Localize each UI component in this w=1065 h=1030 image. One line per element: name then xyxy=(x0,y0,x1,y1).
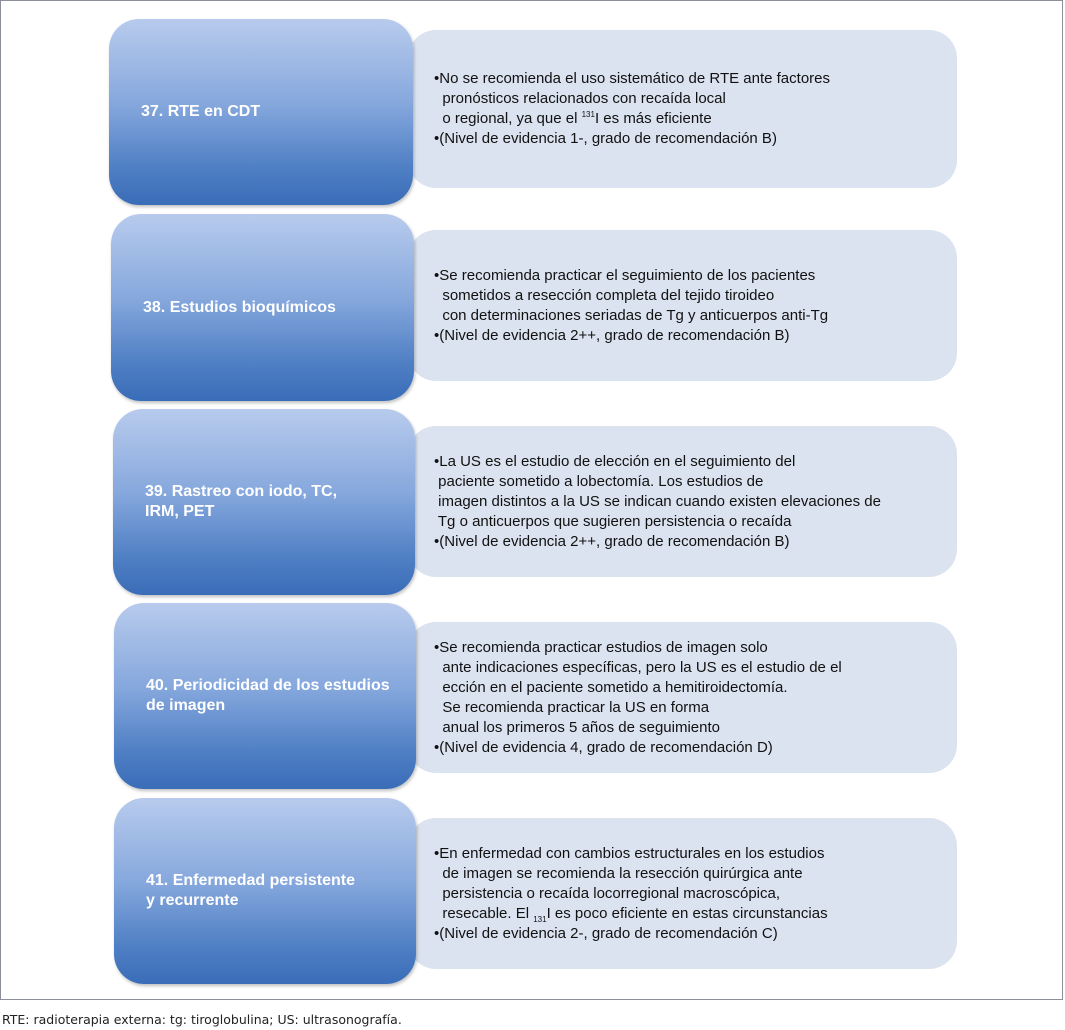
recommendation-40-line-6: •(Nivel de evidencia 4, grado de recomendación D) xyxy=(434,738,773,756)
recommendation-37-title-box xyxy=(109,19,413,205)
recommendation-40-title: 40. Periodicidad de los estudios de imagen xyxy=(146,677,390,714)
recommendation-41-title: 41. Enfermedad persistente y recurrente xyxy=(146,872,355,909)
recommendation-41-line-2: de imagen se recomienda la resección quirúrgica ante xyxy=(434,864,803,882)
recommendation-41-text xyxy=(434,844,828,944)
isotope-suffix: I es poco eficiente en estas circunstancias xyxy=(546,904,828,922)
recommendation-41-line-5: •(Nivel de evidencia 2-, grado de recomendación C) xyxy=(434,924,778,942)
recommendation-37-text xyxy=(434,69,830,149)
isotope-prefix: resecable. El xyxy=(434,904,534,922)
recommendation-38-line-3: con determinaciones seriadas de Tg y anticuerpos anti-Tg xyxy=(434,306,829,324)
recommendation-41-content xyxy=(408,818,957,969)
recommendation-37-line-1: •No se recomienda el uso sistemático de RTE ante factores xyxy=(434,70,830,87)
recommendation-40-content xyxy=(408,622,957,773)
recommendation-39-title: 39. Rastreo con iodo, TC, IRM, PET xyxy=(145,483,338,520)
recommendation-38-line-1: •Se recomienda practicar el seguimiento de los pacientes xyxy=(434,266,816,284)
recommendation-39-line-2: paciente sometido a lobectomía. Los estudios de xyxy=(434,472,764,490)
isotope-mass: 131 xyxy=(581,110,595,119)
recommendation-39-content xyxy=(408,426,957,577)
recommendation-39-title-box xyxy=(113,409,415,595)
recommendation-37-title: 37. RTE en CDT xyxy=(141,103,261,120)
recommendation-38-title: 38. Estudios bioquímicos xyxy=(143,298,336,316)
recommendation-38-text xyxy=(434,266,828,346)
recommendation-37-line-2: pronósticos relacionados con recaída local xyxy=(434,90,726,107)
recommendation-39-text xyxy=(434,452,881,552)
recommendation-39-line-4: Tg o anticuerpos que sugieren persistencia o recaída xyxy=(434,512,792,530)
recommendation-39-line-3: imagen distintos a la US se indican cuando existen elevaciones de xyxy=(434,492,881,510)
recommendation-38-title-box xyxy=(111,214,414,401)
recommendation-40-line-4: Se recomienda practicar la US en forma xyxy=(434,698,710,716)
recommendation-41-title-box xyxy=(114,798,416,984)
isotope-mass: 131 xyxy=(533,914,547,924)
isotope-suffix: I es más eficiente xyxy=(594,110,712,127)
recommendation-40-line-1: •Se recomienda practicar estudios de imagen solo xyxy=(434,638,768,656)
recommendation-37-content xyxy=(408,30,957,188)
recommendation-40-title-box xyxy=(114,603,416,789)
recommendation-40-line-5: anual los primeros 5 años de seguimiento xyxy=(434,718,720,736)
footnote: RTE: radioterapia externa: tg: tiroglobulina; US: ultrasonografía. xyxy=(2,1012,402,1027)
recommendation-40-text xyxy=(434,638,842,758)
recommendation-38-line-4: •(Nivel de evidencia 2++, grado de recomendación B) xyxy=(434,326,790,344)
recommendation-40-line-2: ante indicaciones específicas, pero la US es el estudio de el xyxy=(434,658,842,676)
recommendation-38-content xyxy=(408,230,957,381)
recommendation-38-line-2: sometidos a resección completa del tejido tiroideo xyxy=(434,286,775,304)
recommendation-41-line-4 xyxy=(434,904,828,924)
isotope-prefix: o regional, ya que el xyxy=(434,110,582,127)
recommendation-39-line-5: •(Nivel de evidencia 2++, grado de recomendación B) xyxy=(434,532,790,550)
recommendation-37-line-4: •(Nivel de evidencia 1-, grado de recomendación B) xyxy=(434,130,777,147)
recommendation-37-line-3 xyxy=(434,109,830,129)
recommendation-41-line-3: persistencia o recaída locorregional macroscópica, xyxy=(434,884,781,902)
recommendation-39-line-1: •La US es el estudio de elección en el seguimiento del xyxy=(434,452,796,470)
recommendation-41-line-1: •En enfermedad con cambios estructurales en los estudios xyxy=(434,844,825,862)
recommendation-40-line-3: ección en el paciente sometido a hemitiroidectomía. xyxy=(434,678,788,696)
